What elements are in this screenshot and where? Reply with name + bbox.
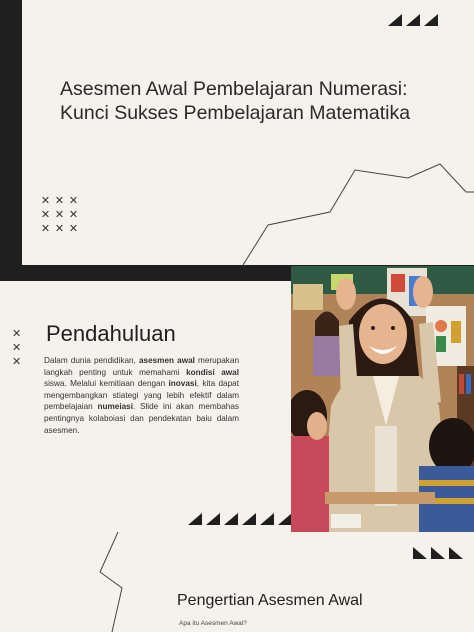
zigzag-line-decoration: [0, 0, 474, 265]
triangle-icon: [413, 547, 427, 559]
paragraph-text: Dalam dunia pendidikan,: [44, 356, 139, 365]
triangle-decoration: [413, 547, 463, 559]
x-mark-icon: ✕: [54, 222, 65, 235]
x-mark-icon: ✕: [40, 222, 51, 235]
x-column-decoration: [12, 328, 21, 367]
paragraph-text: siswa. Melalui kemitiaan dengan: [44, 379, 169, 389]
slide-pengertian: [0, 532, 474, 632]
triangle-icon: [260, 513, 274, 525]
triangle-icon: [431, 547, 445, 559]
bold-term: numeiasi: [97, 402, 133, 412]
bold-term: asesmen awal: [138, 356, 195, 365]
paragraph-text: . Slide ini akan membahas pentingnya kolaboiasi dan pendekatan baiu dalam asesmen.: [44, 402, 239, 435]
title-line-2: Kunci Sukses Pembelajaran Matematika: [60, 102, 411, 124]
x-mark-icon: ✕: [68, 222, 79, 235]
x-mark-icon: ✕: [54, 208, 65, 221]
paragraph-text: , kita dapat mengembangkan stiategi yang lebih efektif dalam pembelajaian: [44, 379, 239, 412]
zigzag-line-decoration: [0, 532, 474, 632]
x-mark-icon: ✕: [12, 341, 22, 354]
title-line-1: Asesmen Awal Pembelajaran Numerasi:: [60, 78, 408, 100]
section-title: Pengertian Asesmen Awal: [177, 592, 363, 609]
x-mark-icon: ✕: [40, 194, 51, 207]
slide-pendahuluan: [0, 265, 474, 532]
bold-term: inovasi: [168, 379, 197, 389]
triangle-icon: [206, 513, 220, 525]
section-title: Pendahuluan: [46, 321, 176, 346]
section-subtitle: Apa itu Asesmen Awal?: [179, 620, 247, 627]
triangle-icon: [242, 513, 256, 525]
x-mark-icon: ✕: [12, 355, 22, 368]
x-mark-icon: ✕: [68, 194, 79, 207]
classroom-photo: [291, 266, 474, 532]
intro-paragraph: [44, 355, 239, 436]
x-mark-icon: ✕: [68, 208, 79, 221]
bold-term: kondisi awal: [186, 367, 239, 377]
triangle-icon: [449, 547, 463, 559]
slide-title: [0, 0, 474, 265]
x-mark-icon: ✕: [12, 327, 22, 340]
triangle-row-decoration: [188, 513, 292, 525]
triangle-icon: [188, 513, 202, 525]
x-mark-icon: ✕: [54, 194, 65, 207]
triangle-icon: [278, 513, 292, 525]
x-mark-icon: ✕: [40, 208, 51, 221]
triangle-icon: [224, 513, 238, 525]
classroom-photo-illustration: [291, 266, 474, 532]
paragraph-text: merupakan langkah penting untuk memahami: [44, 356, 239, 377]
